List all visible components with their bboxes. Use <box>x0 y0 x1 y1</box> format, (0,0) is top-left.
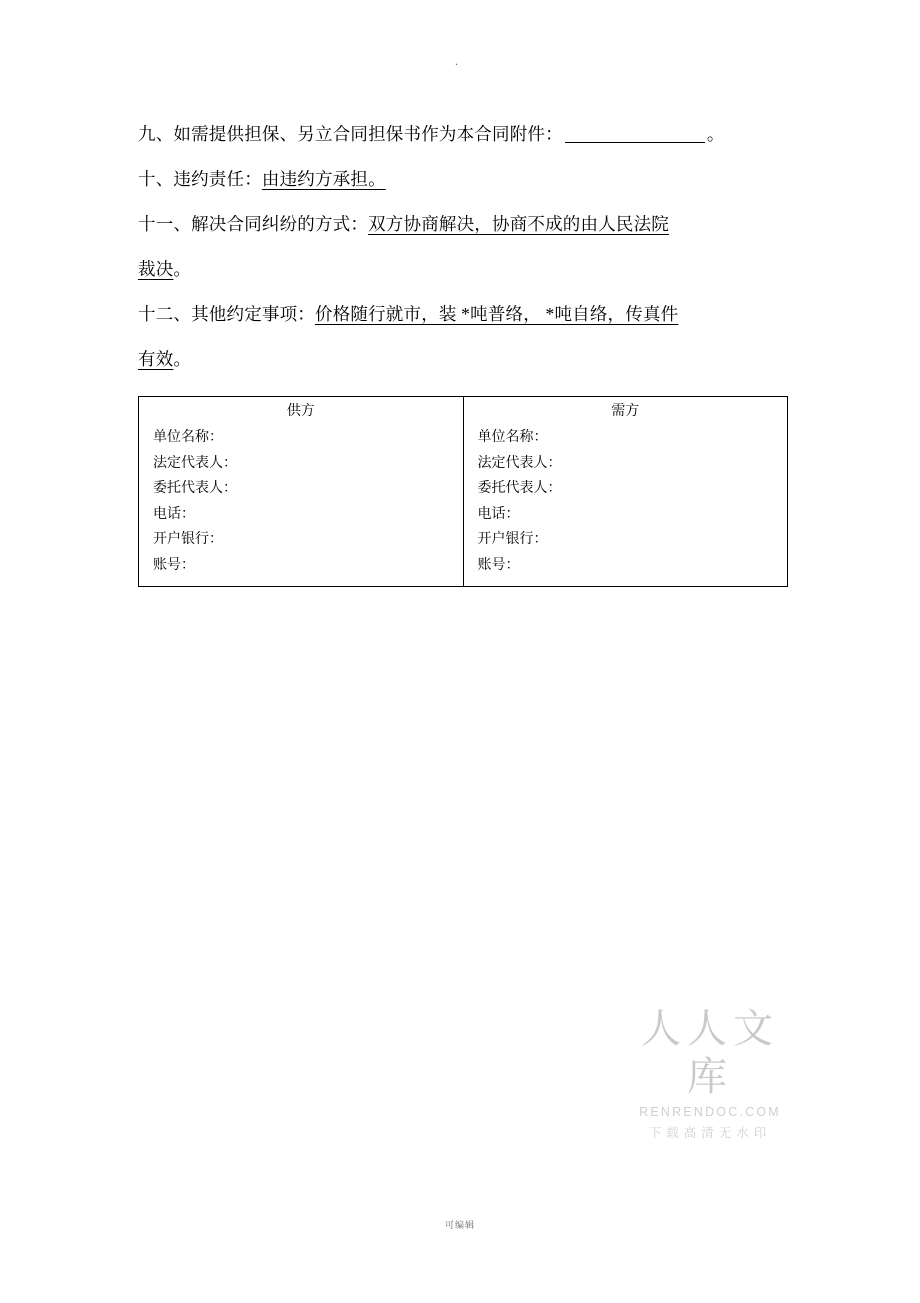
top-page-marker: . <box>455 54 458 68</box>
clause-eleven-label: 十一、解决合同纠纷的方式： <box>138 214 369 234</box>
clause-nine-blank-field[interactable] <box>565 142 705 143</box>
clause-eleven <box>138 202 788 292</box>
supplier-field-company: 单位名称： <box>153 430 223 445</box>
page-footer-note: 可编辑 <box>444 1220 475 1230</box>
buyer-field-legal-rep: 法定代表人： <box>477 455 562 471</box>
document-body <box>138 112 788 587</box>
buyer-cell <box>463 397 788 587</box>
clause-nine-text: 九、如需提供担保、另立合同担保书作为本合同附件： <box>138 124 563 144</box>
watermark-brand-cn: 人人文库 <box>641 1006 779 1099</box>
supplier-field-agent: 委托代表人： <box>153 481 237 496</box>
clause-twelve-value-line2: 有效 <box>138 349 174 369</box>
supplier-field-account: 账号： <box>153 557 195 573</box>
supplier-fields <box>139 425 463 586</box>
buyer-field-company: 单位名称： <box>477 430 548 445</box>
clause-ten-value: 由违约方承担。 <box>261 169 386 189</box>
supplier-field-bank: 开户银行： <box>153 532 223 547</box>
watermark-brand-en: RENRENDOC.COM <box>639 1105 781 1119</box>
clause-twelve-value-line1: 价格随行就市，装 *吨普络， *吨自络，传真件 <box>315 304 679 324</box>
clause-nine-suffix: 。 <box>706 124 725 144</box>
clause-twelve <box>138 292 788 382</box>
buyer-field-agent: 委托代表人： <box>477 481 562 496</box>
clause-nine <box>138 112 788 157</box>
clause-ten <box>138 157 788 202</box>
buyer-header: 需方 <box>611 404 640 419</box>
watermark <box>630 1005 790 1143</box>
watermark-subtitle: 下载高清无水印 <box>648 1126 772 1140</box>
supplier-header: 供方 <box>286 404 315 419</box>
supplier-cell <box>139 397 464 587</box>
clause-twelve-label: 十二、其他约定事项： <box>138 304 315 324</box>
table-row-headers <box>139 397 788 587</box>
clause-eleven-tail: 。 <box>173 259 192 279</box>
buyer-field-bank: 开户银行： <box>477 532 548 547</box>
clause-eleven-value-line1: 双方协商解决，协商不成的由人民法院 <box>368 214 670 234</box>
supplier-field-phone: 电话： <box>153 506 195 522</box>
clause-eleven-value-line2: 裁决 <box>138 259 174 279</box>
buyer-field-account: 账号： <box>477 557 520 573</box>
buyer-fields <box>464 425 788 586</box>
buyer-field-phone: 电话： <box>477 506 520 522</box>
clause-twelve-tail: 。 <box>173 349 192 369</box>
clause-ten-label: 十、违约责任： <box>138 169 262 189</box>
parties-table <box>138 396 788 587</box>
supplier-field-legal-rep: 法定代表人： <box>153 455 237 471</box>
